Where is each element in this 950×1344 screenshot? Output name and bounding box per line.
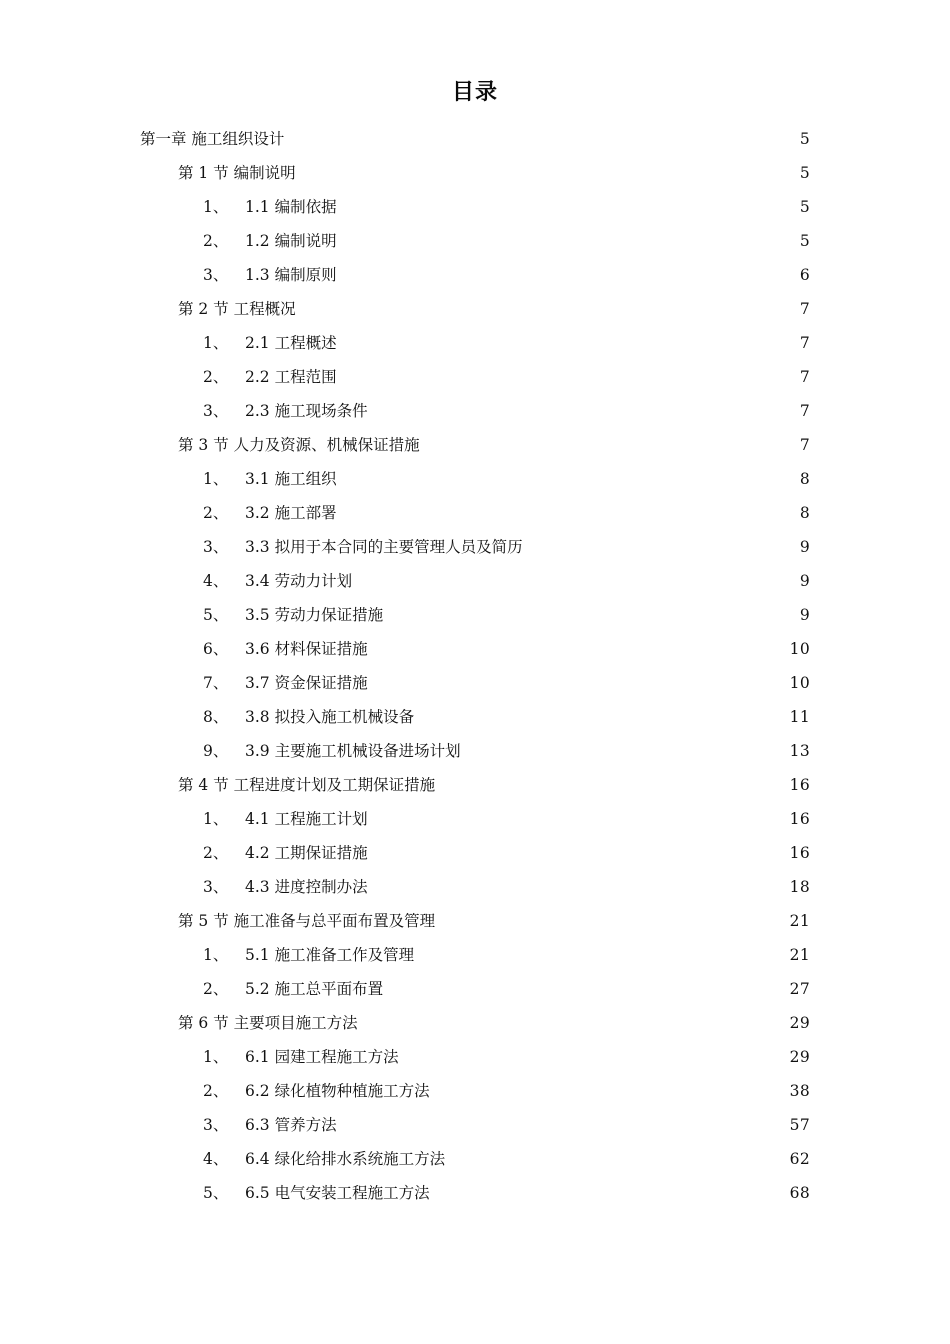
toc-entry[interactable] (0, 870, 950, 904)
toc-entry[interactable] (0, 224, 950, 258)
toc-entry-number: 1、 (203, 810, 229, 828)
toc-entry-number: 2、 (203, 980, 229, 998)
toc-entry-page-number: 11 (789, 708, 810, 726)
toc-dot-leader (421, 435, 787, 451)
toc-entry[interactable] (0, 802, 950, 836)
toc-entry-label: 3.1 施工组织 (245, 470, 337, 488)
toc-entry-number: 4、 (203, 1150, 229, 1168)
toc-entry[interactable] (0, 496, 950, 530)
toc-dot-leader (338, 197, 787, 213)
toc-entry-page-number: 10 (789, 674, 810, 692)
toc-entry-page-number: 9 (799, 538, 810, 556)
toc-dot-leader (436, 911, 787, 927)
toc-entry[interactable] (0, 1108, 950, 1142)
toc-entry-label: 6.5 电气安装工程施工方法 (245, 1184, 430, 1202)
toc-entry-page-number: 5 (799, 130, 810, 148)
toc-entry-label: 第 5 节 施工准备与总平面布置及管理 (178, 912, 436, 930)
toc-entry-page-number: 8 (799, 470, 810, 488)
toc-entry-page-number: 9 (799, 572, 810, 590)
toc-entry[interactable] (0, 360, 950, 394)
toc-entry-label: 6.4 绿化给排水系统施工方法 (245, 1150, 446, 1168)
page-title: 目录 (451, 80, 498, 105)
toc-entry[interactable] (0, 1040, 950, 1074)
toc-entry-page-number: 10 (789, 640, 810, 658)
toc-entry-number: 3、 (203, 1116, 229, 1134)
toc-dot-leader (338, 265, 787, 281)
toc-entry-label: 1.1 编制依据 (245, 198, 337, 216)
toc-entry-label: 3.6 材料保证措施 (245, 640, 368, 658)
toc-dot-leader (338, 469, 787, 485)
toc-entry-label: 3.3 拟用于本合同的主要管理人员及简历 (245, 538, 523, 556)
toc-dot-leader (400, 1047, 787, 1063)
toc-dot-leader (369, 877, 787, 893)
toc-dot-leader (369, 843, 787, 859)
toc-entry-page-number: 16 (789, 810, 810, 828)
toc-entry-number: 3、 (203, 878, 229, 896)
toc-dot-leader (369, 401, 787, 417)
toc-entry-page-number: 7 (799, 300, 810, 318)
toc-entry-label: 3.4 劳动力计划 (245, 572, 353, 590)
toc-entry-label: 3.7 资金保证措施 (245, 674, 368, 692)
toc-entry[interactable] (0, 1006, 950, 1040)
toc-entry-page-number: 13 (789, 742, 810, 760)
toc-entry-page-number: 21 (789, 946, 810, 964)
toc-entry-label: 6.1 园建工程施工方法 (245, 1048, 399, 1066)
toc-entry-label: 2.3 施工现场条件 (245, 402, 368, 420)
toc-entry[interactable] (0, 292, 950, 326)
toc-entry[interactable] (0, 972, 950, 1006)
toc-entry-page-number: 5 (799, 164, 810, 182)
toc-dot-leader (462, 741, 787, 757)
toc-entry[interactable] (0, 428, 950, 462)
toc-entry-page-number: 6 (799, 266, 810, 284)
toc-entry-number: 8、 (203, 708, 229, 726)
toc-dot-leader (338, 333, 787, 349)
toc-entry-number: 2、 (203, 504, 229, 522)
toc-entry-label: 4.3 进度控制办法 (245, 878, 368, 896)
toc-entry[interactable] (0, 1176, 950, 1210)
toc-entry-page-number: 7 (799, 334, 810, 352)
toc-entry-label: 4.1 工程施工计划 (245, 810, 368, 828)
toc-entry-label: 2.1 工程概述 (245, 334, 337, 352)
toc-entry-page-number: 68 (789, 1184, 810, 1202)
toc-entry-page-number: 57 (789, 1116, 810, 1134)
toc-entry-number: 5、 (203, 1184, 229, 1202)
toc-entry-number: 1、 (203, 946, 229, 964)
toc-entry-number: 3、 (203, 266, 229, 284)
toc-entry-label: 3.2 施工部署 (245, 504, 337, 522)
toc-entry-label: 3.5 劳动力保证措施 (245, 606, 384, 624)
toc-entry-number: 2、 (203, 232, 229, 250)
toc-dot-leader (297, 163, 787, 179)
toc-dot-leader (369, 673, 787, 689)
toc-entry-number: 7、 (203, 674, 229, 692)
toc-entry-number: 1、 (203, 334, 229, 352)
toc-entry-label: 1.2 编制说明 (245, 232, 337, 250)
toc-entry-number: 3、 (203, 402, 229, 420)
toc-entry-number: 9、 (203, 742, 229, 760)
toc-dot-leader (353, 571, 787, 587)
toc-entry-label: 第 1 节 编制说明 (178, 164, 296, 182)
toc-entry[interactable] (0, 700, 950, 734)
toc-dot-leader (338, 367, 787, 383)
toc-entry-label: 5.1 施工准备工作及管理 (245, 946, 415, 964)
toc-entry[interactable] (0, 394, 950, 428)
toc-entry-number: 2、 (203, 1082, 229, 1100)
toc-entry-label: 4.2 工期保证措施 (245, 844, 368, 862)
toc-dot-leader (369, 639, 787, 655)
toc-dot-leader (415, 707, 787, 723)
toc-dot-leader (359, 1013, 787, 1029)
toc-entry-label: 6.2 绿化植物种植施工方法 (245, 1082, 430, 1100)
toc-entry[interactable] (0, 938, 950, 972)
toc-dot-leader (446, 1149, 787, 1165)
toc-entry-label: 第 2 节 工程概况 (178, 300, 296, 318)
toc-entry-label: 5.2 施工总平面布置 (245, 980, 384, 998)
toc-dot-leader (384, 979, 787, 995)
toc-dot-leader (369, 809, 787, 825)
toc-entry[interactable] (0, 156, 950, 190)
toc-entry[interactable] (0, 530, 950, 564)
toc-entry-page-number: 62 (789, 1150, 810, 1168)
toc-entry-page-number: 29 (789, 1048, 810, 1066)
toc-entry-number: 6、 (203, 640, 229, 658)
toc-dot-leader (524, 537, 787, 553)
toc-entry[interactable] (0, 564, 950, 598)
toc-entry[interactable] (0, 462, 950, 496)
toc-entry[interactable] (0, 904, 950, 938)
toc-entry[interactable] (0, 666, 950, 700)
toc-entry-number: 3、 (203, 538, 229, 556)
toc-entry[interactable] (0, 598, 950, 632)
toc-entry-page-number: 5 (799, 232, 810, 250)
toc-entry-page-number: 9 (799, 606, 810, 624)
toc-entry-label: 3.8 拟投入施工机械设备 (245, 708, 415, 726)
table-of-contents (0, 108, 950, 1210)
toc-entry-label: 第一章 施工组织设计 (140, 130, 285, 148)
toc-entry-page-number: 7 (799, 402, 810, 420)
toc-entry-label: 第 3 节 人力及资源、机械保证措施 (178, 436, 420, 454)
toc-entry[interactable] (0, 768, 950, 802)
toc-entry-label: 3.9 主要施工机械设备进场计划 (245, 742, 461, 760)
toc-entry-number: 1、 (203, 1048, 229, 1066)
toc-dot-leader (338, 503, 787, 519)
toc-dot-leader (338, 1115, 787, 1131)
toc-dot-leader (384, 605, 787, 621)
toc-entry-page-number: 16 (789, 844, 810, 862)
toc-entry[interactable] (0, 122, 950, 156)
toc-dot-leader (431, 1183, 787, 1199)
toc-entry[interactable] (0, 836, 950, 870)
toc-entry[interactable] (0, 326, 950, 360)
toc-entry-page-number: 8 (799, 504, 810, 522)
toc-entry-number: 2、 (203, 844, 229, 862)
toc-dot-leader (436, 775, 787, 791)
toc-dot-leader (297, 299, 787, 315)
toc-entry[interactable] (0, 1074, 950, 1108)
toc-entry-label: 第 4 节 工程进度计划及工期保证措施 (178, 776, 436, 794)
toc-entry[interactable] (0, 632, 950, 666)
toc-dot-leader (415, 945, 787, 961)
toc-entry-page-number: 16 (789, 776, 810, 794)
toc-entry-page-number: 38 (789, 1082, 810, 1100)
toc-entry-page-number: 7 (799, 436, 810, 454)
toc-entry-label: 6.3 管养方法 (245, 1116, 337, 1134)
toc-dot-leader (431, 1081, 787, 1097)
toc-entry-page-number: 21 (789, 912, 810, 930)
toc-entry-page-number: 18 (789, 878, 810, 896)
toc-entry[interactable] (0, 1142, 950, 1176)
toc-entry-label: 2.2 工程范围 (245, 368, 337, 386)
toc-dot-leader (285, 129, 787, 145)
toc-entry-label: 1.3 编制原则 (245, 266, 337, 284)
toc-entry[interactable] (0, 258, 950, 292)
toc-entry-number: 2、 (203, 368, 229, 386)
toc-entry-page-number: 5 (799, 198, 810, 216)
toc-entry-number: 1、 (203, 198, 229, 216)
toc-entry-label: 第 6 节 主要项目施工方法 (178, 1014, 358, 1032)
toc-entry-number: 4、 (203, 572, 229, 590)
toc-entry-page-number: 7 (799, 368, 810, 386)
toc-entry[interactable] (0, 734, 950, 768)
toc-entry-number: 1、 (203, 470, 229, 488)
toc-entry-page-number: 27 (789, 980, 810, 998)
toc-dot-leader (338, 231, 787, 247)
toc-entry-page-number: 29 (789, 1014, 810, 1032)
toc-entry[interactable] (0, 190, 950, 224)
toc-entry-number: 5、 (203, 606, 229, 624)
